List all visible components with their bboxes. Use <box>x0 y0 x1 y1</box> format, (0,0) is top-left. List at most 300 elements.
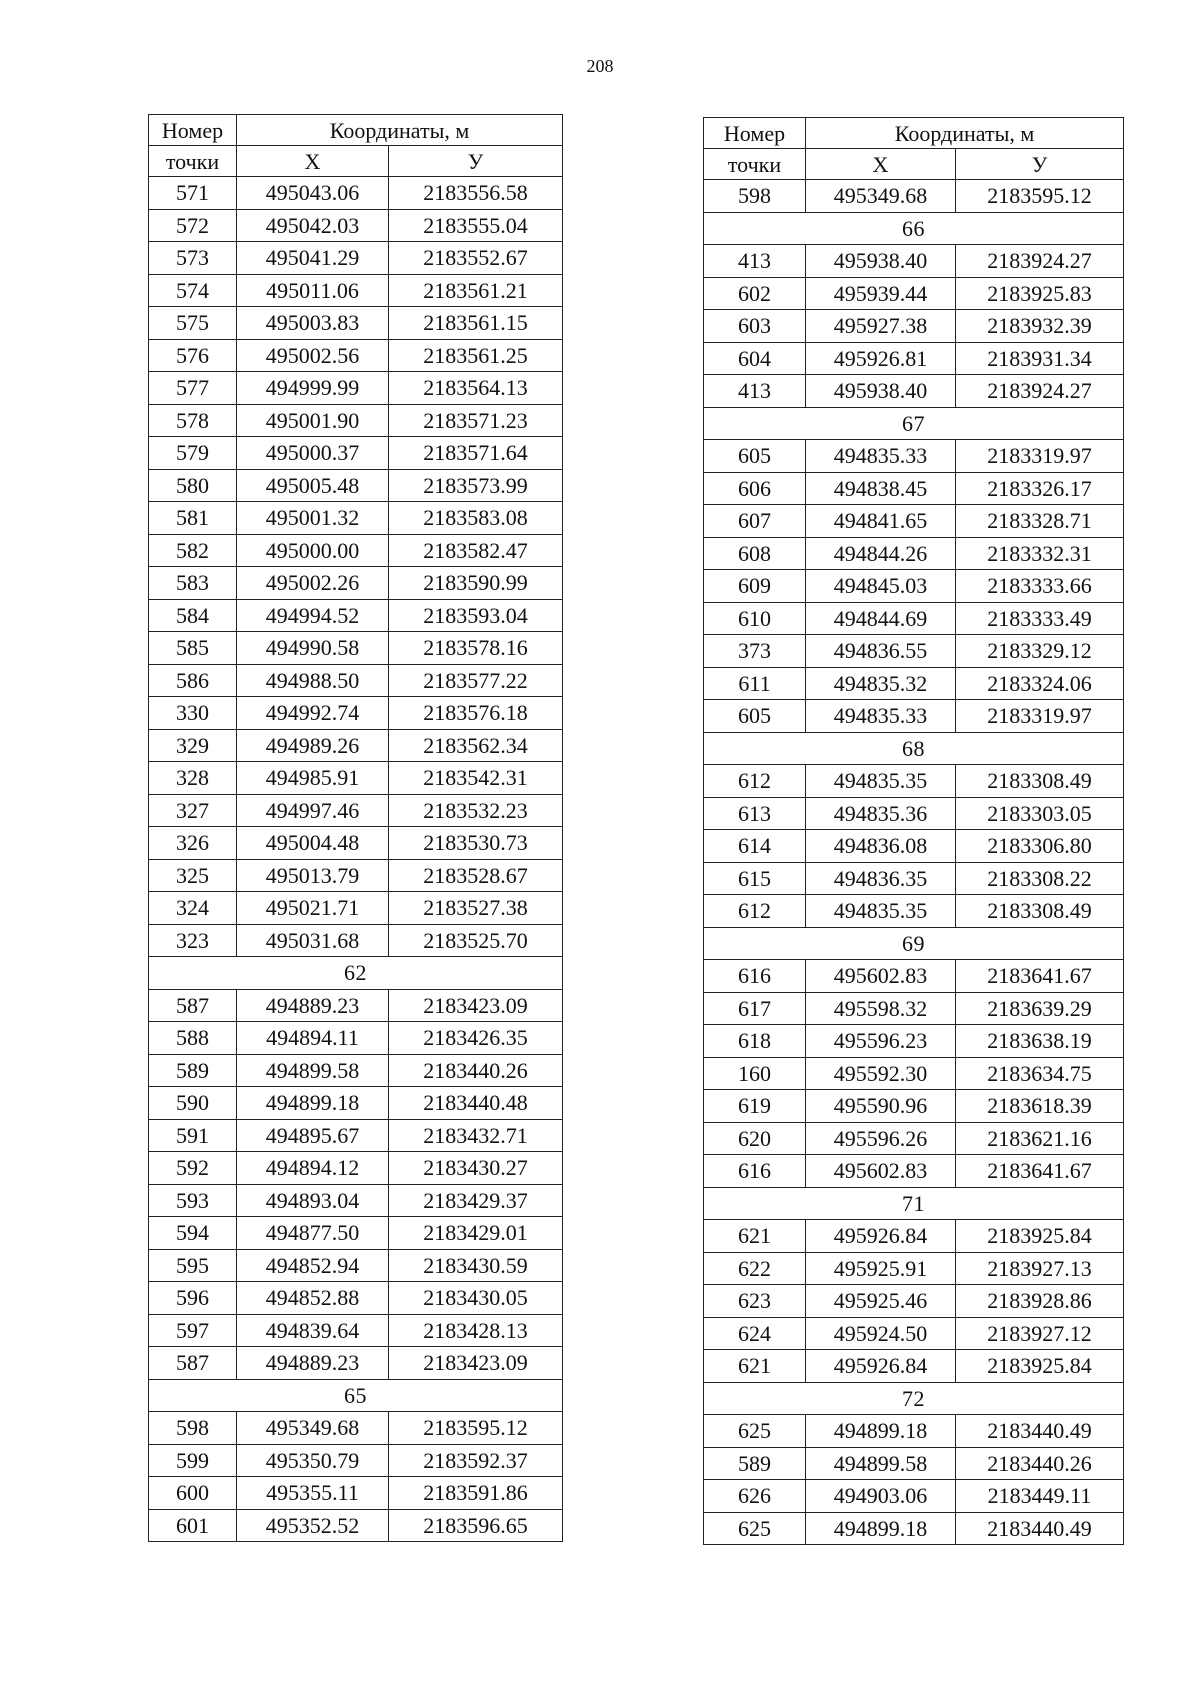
point-number-cell: 595 <box>149 1249 237 1282</box>
point-number-cell: 596 <box>149 1282 237 1315</box>
x-coordinate-cell: 495602.83 <box>806 960 956 993</box>
table-row <box>149 274 563 307</box>
x-coordinate-cell: 494835.35 <box>806 895 956 928</box>
table-row <box>704 960 1124 993</box>
table-row <box>149 892 563 925</box>
point-number-cell: 581 <box>149 502 237 535</box>
x-coordinate-cell: 494844.26 <box>806 537 956 570</box>
point-number-cell: 597 <box>149 1314 237 1347</box>
point-number-cell: 574 <box>149 274 237 307</box>
y-coordinate-cell: 2183561.21 <box>389 274 563 307</box>
x-coordinate-cell: 495926.84 <box>806 1350 956 1383</box>
x-coordinate-cell: 495596.23 <box>806 1025 956 1058</box>
x-coordinate-cell: 495352.52 <box>237 1509 389 1542</box>
y-coordinate-cell: 2183525.70 <box>389 924 563 957</box>
y-coordinate-cell: 2183925.84 <box>956 1350 1124 1383</box>
x-coordinate-cell: 495042.03 <box>237 209 389 242</box>
y-coordinate-cell: 2183333.66 <box>956 570 1124 603</box>
point-number-cell: 615 <box>704 862 806 895</box>
y-coordinate-cell: 2183596.65 <box>389 1509 563 1542</box>
x-coordinate-cell: 494985.91 <box>237 762 389 795</box>
x-coordinate-cell: 494838.45 <box>806 472 956 505</box>
y-coordinate-cell: 2183578.16 <box>389 632 563 665</box>
point-number-cell: 593 <box>149 1184 237 1217</box>
y-coordinate-cell: 2183440.26 <box>389 1054 563 1087</box>
point-number-cell: 612 <box>704 895 806 928</box>
table-row <box>704 342 1124 375</box>
point-number-cell: 594 <box>149 1217 237 1250</box>
x-coordinate-cell: 495013.79 <box>237 859 389 892</box>
x-coordinate-cell: 494997.46 <box>237 794 389 827</box>
y-coordinate-cell: 2183308.49 <box>956 765 1124 798</box>
point-number-cell: 618 <box>704 1025 806 1058</box>
y-coordinate-cell: 2183449.11 <box>956 1480 1124 1513</box>
table-row <box>149 437 563 470</box>
x-coordinate-cell: 495031.68 <box>237 924 389 957</box>
x-coordinate-cell: 494839.64 <box>237 1314 389 1347</box>
section-row <box>704 1382 1124 1415</box>
section-number: 66 <box>704 212 1124 245</box>
header-coordinates: Координаты, м <box>237 115 563 146</box>
table-row <box>149 924 563 957</box>
x-coordinate-cell: 494899.18 <box>237 1087 389 1120</box>
y-coordinate-cell: 2183641.67 <box>956 1155 1124 1188</box>
point-number-cell: 607 <box>704 505 806 538</box>
table-row <box>149 567 563 600</box>
y-coordinate-cell: 2183561.15 <box>389 307 563 340</box>
y-coordinate-cell: 2183592.37 <box>389 1444 563 1477</box>
y-coordinate-cell: 2183576.18 <box>389 697 563 730</box>
table-row <box>149 1314 563 1347</box>
table-row <box>149 404 563 437</box>
y-coordinate-cell: 2183319.97 <box>956 700 1124 733</box>
x-coordinate-cell: 495925.46 <box>806 1285 956 1318</box>
table-row <box>149 599 563 632</box>
x-coordinate-cell: 495011.06 <box>237 274 389 307</box>
y-coordinate-cell: 2183595.12 <box>956 180 1124 213</box>
x-coordinate-cell: 494894.11 <box>237 1022 389 1055</box>
x-coordinate-cell: 495000.37 <box>237 437 389 470</box>
point-number-cell: 616 <box>704 1155 806 1188</box>
table-row <box>704 700 1124 733</box>
y-coordinate-cell: 2183430.27 <box>389 1152 563 1185</box>
section-number: 65 <box>149 1379 563 1412</box>
table-row <box>149 1152 563 1185</box>
y-coordinate-cell: 2183440.49 <box>956 1415 1124 1448</box>
section-number: 69 <box>704 927 1124 960</box>
table-row <box>704 602 1124 635</box>
table-row <box>704 765 1124 798</box>
point-number-cell: 326 <box>149 827 237 860</box>
table-row <box>704 1090 1124 1123</box>
y-coordinate-cell: 2183573.99 <box>389 469 563 502</box>
x-coordinate-cell: 495939.44 <box>806 277 956 310</box>
y-coordinate-cell: 2183440.48 <box>389 1087 563 1120</box>
x-coordinate-cell: 495000.00 <box>237 534 389 567</box>
x-coordinate-cell: 495349.68 <box>237 1412 389 1445</box>
table-row <box>704 1252 1124 1285</box>
y-coordinate-cell: 2183925.83 <box>956 277 1124 310</box>
y-coordinate-cell: 2183440.26 <box>956 1447 1124 1480</box>
x-coordinate-cell: 495598.32 <box>806 992 956 1025</box>
x-coordinate-cell: 495002.26 <box>237 567 389 600</box>
table-row <box>704 440 1124 473</box>
point-number-cell: 580 <box>149 469 237 502</box>
table-row <box>704 1317 1124 1350</box>
y-coordinate-cell: 2183429.01 <box>389 1217 563 1250</box>
y-coordinate-cell: 2183530.73 <box>389 827 563 860</box>
point-number-cell: 604 <box>704 342 806 375</box>
x-coordinate-cell: 494992.74 <box>237 697 389 730</box>
y-coordinate-cell: 2183618.39 <box>956 1090 1124 1123</box>
table-row <box>149 1444 563 1477</box>
table-row <box>704 375 1124 408</box>
table-row <box>149 1477 563 1510</box>
x-coordinate-cell: 495590.96 <box>806 1090 956 1123</box>
section-row <box>149 957 563 990</box>
y-coordinate-cell: 2183577.22 <box>389 664 563 697</box>
table-row <box>149 1412 563 1445</box>
table-row <box>704 1415 1124 1448</box>
point-number-cell: 590 <box>149 1087 237 1120</box>
y-coordinate-cell: 2183621.16 <box>956 1122 1124 1155</box>
y-coordinate-cell: 2183440.49 <box>956 1512 1124 1545</box>
point-number-cell: 586 <box>149 664 237 697</box>
table-row <box>149 242 563 275</box>
y-coordinate-cell: 2183582.47 <box>389 534 563 567</box>
y-coordinate-cell: 2183430.59 <box>389 1249 563 1282</box>
x-coordinate-cell: 495043.06 <box>237 177 389 210</box>
section-number: 68 <box>704 732 1124 765</box>
y-coordinate-cell: 2183927.12 <box>956 1317 1124 1350</box>
header-y: У <box>389 146 563 177</box>
table-row <box>149 827 563 860</box>
table-row <box>704 1350 1124 1383</box>
y-coordinate-cell: 2183641.67 <box>956 960 1124 993</box>
section-row <box>704 407 1124 440</box>
point-number-cell: 616 <box>704 960 806 993</box>
table-row <box>704 635 1124 668</box>
y-coordinate-cell: 2183333.49 <box>956 602 1124 635</box>
point-number-cell: 325 <box>149 859 237 892</box>
x-coordinate-cell: 494999.99 <box>237 372 389 405</box>
table-row <box>704 1285 1124 1318</box>
point-number-cell: 160 <box>704 1057 806 1090</box>
point-number-cell: 578 <box>149 404 237 437</box>
y-coordinate-cell: 2183430.05 <box>389 1282 563 1315</box>
y-coordinate-cell: 2183928.86 <box>956 1285 1124 1318</box>
point-number-cell: 584 <box>149 599 237 632</box>
x-coordinate-cell: 495596.26 <box>806 1122 956 1155</box>
point-number-cell: 603 <box>704 310 806 343</box>
y-coordinate-cell: 2183328.71 <box>956 505 1124 538</box>
x-coordinate-cell: 494903.06 <box>806 1480 956 1513</box>
y-coordinate-cell: 2183555.04 <box>389 209 563 242</box>
section-number: 72 <box>704 1382 1124 1415</box>
point-number-cell: 622 <box>704 1252 806 1285</box>
table-row <box>149 664 563 697</box>
table-row <box>704 180 1124 213</box>
y-coordinate-cell: 2183583.08 <box>389 502 563 535</box>
point-number-cell: 571 <box>149 177 237 210</box>
point-number-cell: 329 <box>149 729 237 762</box>
point-number-cell: 576 <box>149 339 237 372</box>
x-coordinate-cell: 495925.91 <box>806 1252 956 1285</box>
table-row <box>149 859 563 892</box>
y-coordinate-cell: 2183634.75 <box>956 1057 1124 1090</box>
table-row <box>704 667 1124 700</box>
point-number-cell: 610 <box>704 602 806 635</box>
point-number-cell: 625 <box>704 1512 806 1545</box>
point-number-cell: 582 <box>149 534 237 567</box>
point-number-cell: 612 <box>704 765 806 798</box>
table-row <box>704 797 1124 830</box>
table-row <box>149 339 563 372</box>
point-number-cell: 572 <box>149 209 237 242</box>
table-row <box>704 472 1124 505</box>
y-coordinate-cell: 2183542.31 <box>389 762 563 795</box>
x-coordinate-cell: 495926.81 <box>806 342 956 375</box>
table-row <box>704 570 1124 603</box>
y-coordinate-cell: 2183639.29 <box>956 992 1124 1025</box>
section-number: 71 <box>704 1187 1124 1220</box>
point-number-cell: 626 <box>704 1480 806 1513</box>
y-coordinate-cell: 2183593.04 <box>389 599 563 632</box>
table-row <box>149 1022 563 1055</box>
header-coordinates: Координаты, м <box>806 118 1124 149</box>
table-row <box>704 537 1124 570</box>
x-coordinate-cell: 495005.48 <box>237 469 389 502</box>
table-row <box>149 307 563 340</box>
y-coordinate-cell: 2183423.09 <box>389 989 563 1022</box>
x-coordinate-cell: 494844.69 <box>806 602 956 635</box>
table-row <box>149 762 563 795</box>
x-coordinate-cell: 495004.48 <box>237 827 389 860</box>
x-coordinate-cell: 495349.68 <box>806 180 956 213</box>
y-coordinate-cell: 2183308.22 <box>956 862 1124 895</box>
table-row <box>149 534 563 567</box>
table-row <box>704 862 1124 895</box>
y-coordinate-cell: 2183595.12 <box>389 1412 563 1445</box>
point-number-cell: 323 <box>149 924 237 957</box>
point-number-cell: 330 <box>149 697 237 730</box>
table-row <box>149 372 563 405</box>
y-coordinate-cell: 2183925.84 <box>956 1220 1124 1253</box>
x-coordinate-cell: 494889.23 <box>237 1347 389 1380</box>
point-number-cell: 611 <box>704 667 806 700</box>
table-row <box>704 895 1124 928</box>
point-number-cell: 617 <box>704 992 806 1025</box>
y-coordinate-cell: 2183931.34 <box>956 342 1124 375</box>
table-row <box>149 1119 563 1152</box>
x-coordinate-cell: 495041.29 <box>237 242 389 275</box>
point-number-cell: 598 <box>149 1412 237 1445</box>
y-coordinate-cell: 2183638.19 <box>956 1025 1124 1058</box>
x-coordinate-cell: 494836.35 <box>806 862 956 895</box>
y-coordinate-cell: 2183423.09 <box>389 1347 563 1380</box>
section-row <box>704 732 1124 765</box>
x-coordinate-cell: 494845.03 <box>806 570 956 603</box>
point-number-cell: 613 <box>704 797 806 830</box>
y-coordinate-cell: 2183924.27 <box>956 245 1124 278</box>
y-coordinate-cell: 2183590.99 <box>389 567 563 600</box>
page-number: 208 <box>586 56 614 76</box>
point-number-cell: 600 <box>149 1477 237 1510</box>
table-row <box>704 1220 1124 1253</box>
y-coordinate-cell: 2183319.97 <box>956 440 1124 473</box>
point-number-cell: 609 <box>704 570 806 603</box>
table-row <box>149 1184 563 1217</box>
x-coordinate-cell: 494835.33 <box>806 440 956 473</box>
section-number: 62 <box>149 957 563 990</box>
table-row <box>149 729 563 762</box>
table-row <box>704 1155 1124 1188</box>
table-row <box>149 177 563 210</box>
point-number-cell: 605 <box>704 440 806 473</box>
point-number-cell: 625 <box>704 1415 806 1448</box>
y-coordinate-cell: 2183329.12 <box>956 635 1124 668</box>
y-coordinate-cell: 2183532.23 <box>389 794 563 827</box>
x-coordinate-cell: 495938.40 <box>806 375 956 408</box>
point-number-cell: 589 <box>149 1054 237 1087</box>
section-row <box>704 212 1124 245</box>
point-number-cell: 621 <box>704 1220 806 1253</box>
x-coordinate-cell: 494899.58 <box>237 1054 389 1087</box>
x-coordinate-cell: 494889.23 <box>237 989 389 1022</box>
x-coordinate-cell: 495924.50 <box>806 1317 956 1350</box>
x-coordinate-cell: 495592.30 <box>806 1057 956 1090</box>
table-row <box>704 1447 1124 1480</box>
point-number-cell: 623 <box>704 1285 806 1318</box>
y-coordinate-cell: 2183326.17 <box>956 472 1124 505</box>
table-row <box>149 1217 563 1250</box>
table-row <box>704 277 1124 310</box>
point-number-cell: 585 <box>149 632 237 665</box>
coordinates-table-left <box>148 114 563 1542</box>
point-number-cell: 588 <box>149 1022 237 1055</box>
section-row <box>704 927 1124 960</box>
section-row <box>149 1379 563 1412</box>
x-coordinate-cell: 494852.94 <box>237 1249 389 1282</box>
table-row <box>149 1054 563 1087</box>
point-number-cell: 587 <box>149 989 237 1022</box>
y-coordinate-cell: 2183924.27 <box>956 375 1124 408</box>
y-coordinate-cell: 2183571.23 <box>389 404 563 437</box>
x-coordinate-cell: 495926.84 <box>806 1220 956 1253</box>
table-row <box>704 505 1124 538</box>
table-row <box>149 1509 563 1542</box>
x-coordinate-cell: 494895.67 <box>237 1119 389 1152</box>
x-coordinate-cell: 494835.32 <box>806 667 956 700</box>
x-coordinate-cell: 495602.83 <box>806 1155 956 1188</box>
y-coordinate-cell: 2183591.86 <box>389 1477 563 1510</box>
x-coordinate-cell: 494994.52 <box>237 599 389 632</box>
y-coordinate-cell: 2183571.64 <box>389 437 563 470</box>
y-coordinate-cell: 2183428.13 <box>389 1314 563 1347</box>
x-coordinate-cell: 494893.04 <box>237 1184 389 1217</box>
y-coordinate-cell: 2183332.31 <box>956 537 1124 570</box>
y-coordinate-cell: 2183432.71 <box>389 1119 563 1152</box>
x-coordinate-cell: 494835.35 <box>806 765 956 798</box>
point-number-cell: 327 <box>149 794 237 827</box>
y-coordinate-cell: 2183324.06 <box>956 667 1124 700</box>
point-number-cell: 624 <box>704 1317 806 1350</box>
coordinates-table-right <box>703 117 1124 1545</box>
header-number-line1: Номер <box>149 115 237 146</box>
point-number-cell: 608 <box>704 537 806 570</box>
point-number-cell: 592 <box>149 1152 237 1185</box>
y-coordinate-cell: 2183303.05 <box>956 797 1124 830</box>
x-coordinate-cell: 494877.50 <box>237 1217 389 1250</box>
y-coordinate-cell: 2183552.67 <box>389 242 563 275</box>
x-coordinate-cell: 494852.88 <box>237 1282 389 1315</box>
point-number-cell: 601 <box>149 1509 237 1542</box>
x-coordinate-cell: 495003.83 <box>237 307 389 340</box>
x-coordinate-cell: 494835.33 <box>806 700 956 733</box>
table-row <box>149 1282 563 1315</box>
table-row <box>149 209 563 242</box>
point-number-cell: 589 <box>704 1447 806 1480</box>
x-coordinate-cell: 495002.56 <box>237 339 389 372</box>
point-number-cell: 583 <box>149 567 237 600</box>
x-coordinate-cell: 494835.36 <box>806 797 956 830</box>
point-number-cell: 373 <box>704 635 806 668</box>
point-number-cell: 591 <box>149 1119 237 1152</box>
x-coordinate-cell: 495350.79 <box>237 1444 389 1477</box>
table-row <box>704 1480 1124 1513</box>
y-coordinate-cell: 2183932.39 <box>956 310 1124 343</box>
point-number-cell: 577 <box>149 372 237 405</box>
y-coordinate-cell: 2183308.49 <box>956 895 1124 928</box>
x-coordinate-cell: 495927.38 <box>806 310 956 343</box>
table-row <box>704 1512 1124 1545</box>
x-coordinate-cell: 494836.55 <box>806 635 956 668</box>
x-coordinate-cell: 494990.58 <box>237 632 389 665</box>
table-row <box>704 1057 1124 1090</box>
x-coordinate-cell: 494841.65 <box>806 505 956 538</box>
x-coordinate-cell: 494988.50 <box>237 664 389 697</box>
header-y: У <box>956 149 1124 180</box>
header-x: X <box>806 149 956 180</box>
point-number-cell: 573 <box>149 242 237 275</box>
point-number-cell: 413 <box>704 245 806 278</box>
point-number-cell: 606 <box>704 472 806 505</box>
point-number-cell: 602 <box>704 277 806 310</box>
x-coordinate-cell: 494894.12 <box>237 1152 389 1185</box>
header-number-line2: точки <box>704 149 806 180</box>
x-coordinate-cell: 495001.32 <box>237 502 389 535</box>
y-coordinate-cell: 2183528.67 <box>389 859 563 892</box>
table-row <box>149 989 563 1022</box>
point-number-cell: 575 <box>149 307 237 340</box>
table-row <box>149 1347 563 1380</box>
x-coordinate-cell: 495001.90 <box>237 404 389 437</box>
table-row <box>149 469 563 502</box>
point-number-cell: 605 <box>704 700 806 733</box>
x-coordinate-cell: 495938.40 <box>806 245 956 278</box>
table-row <box>149 1249 563 1282</box>
x-coordinate-cell: 494836.08 <box>806 830 956 863</box>
section-row <box>704 1187 1124 1220</box>
header-number-line2: точки <box>149 146 237 177</box>
point-number-cell: 598 <box>704 180 806 213</box>
table-row <box>704 1025 1124 1058</box>
y-coordinate-cell: 2183556.58 <box>389 177 563 210</box>
table-row <box>149 794 563 827</box>
y-coordinate-cell: 2183564.13 <box>389 372 563 405</box>
y-coordinate-cell: 2183429.37 <box>389 1184 563 1217</box>
point-number-cell: 413 <box>704 375 806 408</box>
